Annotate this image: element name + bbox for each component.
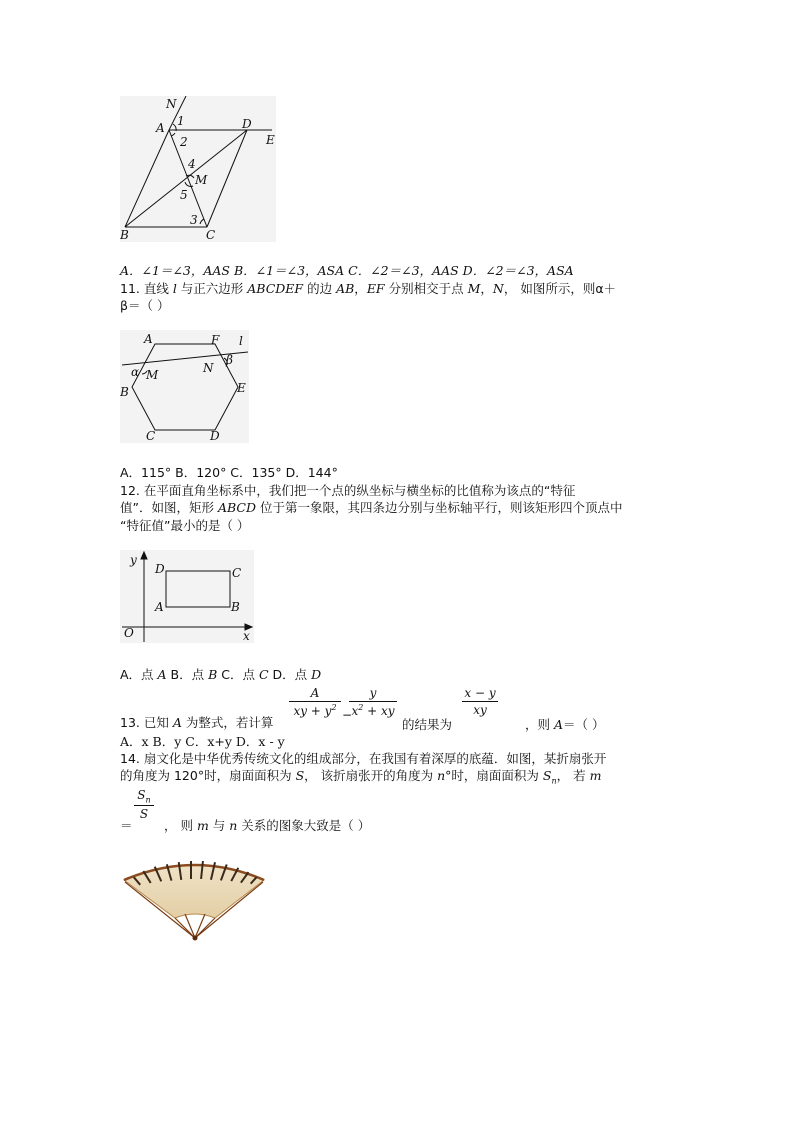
q13-minus: − (342, 708, 353, 722)
q11-line-2: β＝（ ） (120, 298, 170, 313)
q14-frac-num-sub: n (145, 795, 151, 805)
angle-arc-2 (171, 133, 175, 136)
label-m: M (146, 368, 159, 382)
y-axis-arrow (141, 552, 147, 559)
label-a: A (155, 600, 164, 614)
q11-side-ab: AB (336, 281, 355, 296)
q12-line-3: “特征值”最小的是（ ） (120, 518, 250, 533)
q12-option-text: C．点 (217, 667, 259, 682)
q13-var-a: A (172, 715, 182, 730)
q12-line-1: 12. 在平面直角坐标系中，我们把一个点的纵坐标与横坐标的比值称为该点的“特征 (120, 483, 576, 498)
angle-arc-3 (200, 219, 204, 224)
q13-frac1-den-sup: 2 (331, 703, 337, 712)
label-angle-2: 2 (180, 135, 188, 149)
q11-hexagon-name: ABCDEF (247, 281, 304, 296)
q13-frac3-denominator: xy (473, 703, 487, 717)
q13-result-label: 的结果为 (402, 717, 453, 732)
label-angle-3: 3 (190, 213, 198, 227)
q12-option-c: C (258, 667, 269, 682)
segment-cd (207, 130, 247, 227)
q12-option-text: A．点 (120, 667, 158, 682)
label-a: A (156, 121, 165, 135)
label-x: x (243, 629, 250, 643)
parallelogram-diagram (120, 96, 276, 242)
q13-text: ＝（ ） (563, 717, 605, 732)
q10-option-a: A．∠1＝∠3，AAS (120, 263, 230, 278)
q12-option-b: B (208, 667, 218, 682)
q11-text: 的边 (303, 281, 337, 296)
q11-text: ， (480, 281, 493, 296)
label-l: l (239, 334, 243, 348)
q13-text: ，则 (525, 717, 554, 732)
coordinate-diagram (120, 550, 254, 643)
q10-option-b: B．∠1＝∠3，ASA (233, 263, 345, 278)
figure-parallelogram (120, 96, 276, 242)
q14-var-s: S (295, 768, 305, 783)
q14-line-3 (164, 816, 370, 834)
q14-text: ， 则 (164, 818, 197, 833)
q14-var-sn: S (542, 768, 552, 783)
label-e: E (237, 381, 246, 395)
q14-frac-num-text: S (137, 788, 146, 802)
segment-ba (125, 130, 169, 227)
q11-options: A．115° B．120° C．135° D．144° (120, 465, 338, 480)
q13-frac2-denominator (349, 703, 397, 718)
q13-fraction-3 (462, 686, 498, 717)
q13-frac3-numerator: x − y (464, 686, 496, 700)
q13-fraction-1 (289, 686, 341, 718)
q13-frac1-numerator: A (310, 686, 320, 700)
q13-fraction-2 (349, 686, 397, 718)
q14-line-1: 14. 扇文化是中华优秀传统文化的组成部分，在我国有着深厚的底蕴．如图，某折扇张开 (120, 751, 607, 766)
q13-text: 为整式，若计算 (181, 715, 274, 730)
q10-option-c: C．∠2＝∠3，AAS (348, 263, 459, 278)
q14-text: ， 该折扇张开的角度为 (304, 768, 438, 783)
q14-frac-bar (134, 805, 154, 806)
label-n: N (203, 361, 214, 375)
q14-text: 的角度为 120°时，扇面面积为 (120, 768, 296, 783)
q11-point-n: N (492, 281, 504, 296)
label-b: B (120, 385, 129, 399)
q14-var-m2: m (196, 818, 209, 833)
q14-text: 关系的图象大致是（ ） (237, 818, 371, 833)
q13-frac3-bar (462, 701, 498, 702)
label-y: y (130, 553, 137, 567)
q14-frac-denominator: S (139, 807, 149, 822)
q14-text: 与 (208, 818, 230, 833)
label-d: D (210, 429, 220, 443)
label-b: B (120, 228, 129, 242)
label-o: O (124, 626, 134, 640)
q11-point-m: M (467, 281, 481, 296)
q13-line-end (525, 715, 605, 733)
q12-option-a: A (157, 667, 167, 682)
q11-line-1 (120, 281, 616, 297)
q13-frac2-den-text: x (351, 704, 359, 718)
q10-options (120, 263, 574, 279)
label-beta: β (226, 353, 233, 367)
q14-equals: ＝ (120, 818, 133, 833)
label-c: C (232, 566, 242, 580)
label-n: N (166, 97, 177, 111)
q11-text: ， 如图所示，则α＋ (503, 281, 617, 296)
q14-frac-numerator (134, 788, 154, 804)
q14-var-sn-sub: n (551, 776, 557, 786)
q13-frac2-numerator: y (369, 686, 377, 700)
q11-text: ， (354, 281, 367, 296)
label-d: D (242, 117, 252, 131)
q13-line-1 (120, 715, 273, 731)
q12-option-text: D．点 (268, 667, 312, 682)
q14-text: ， 若 (556, 768, 590, 783)
q13-frac2-den-tail: + xy (363, 704, 395, 718)
fan-image (120, 856, 270, 942)
q14-var-n2: n (229, 818, 238, 833)
q13-frac2-den-sup: 2 (358, 703, 364, 712)
q10-option-d: D．∠2＝∠3，ASA (462, 263, 574, 278)
q14-var-n: n (437, 768, 446, 783)
q12-option-d: D (311, 667, 322, 682)
q12-option-text: B．点 (166, 667, 209, 682)
rectangle-abcd (166, 571, 230, 607)
q14-var-m: m (589, 768, 602, 783)
label-b: B (231, 600, 240, 614)
q11-line-l: l (172, 281, 177, 296)
fan-illustration (120, 856, 270, 942)
label-alpha: α (131, 365, 140, 379)
q11-text: 分别相交于点 (384, 281, 468, 296)
q13-frac1-denominator (289, 703, 341, 718)
q13-frac2-bar (349, 701, 397, 702)
label-angle-1: 1 (177, 114, 185, 128)
label-angle-4: 4 (188, 157, 196, 171)
label-m: M (195, 173, 208, 187)
q13-var-a-end: A (553, 717, 564, 732)
hexagon-diagram (120, 330, 249, 443)
q11-text: 11. 直线 (120, 281, 173, 296)
fan-pivot (193, 936, 198, 941)
q13-text: 13. 已知 (120, 715, 173, 730)
q14-line-2 (120, 768, 601, 790)
q12-rectangle-name: ABCD (217, 500, 256, 515)
label-f: F (211, 333, 220, 347)
q12-options (120, 667, 321, 683)
q13-frac1-bar (289, 701, 341, 702)
q14-fraction (134, 788, 154, 821)
angle-arc-5 (185, 182, 193, 186)
q13-frac1-den-text: xy + y (293, 704, 332, 718)
label-c: C (206, 228, 216, 242)
q12-text: 位于第一象限，其四条边分别与坐标轴平行，则该矩形四个顶点中 (255, 500, 623, 515)
q12-line-2 (120, 500, 622, 516)
label-angle-5: 5 (180, 188, 188, 202)
q11-text: 与正六边形 (176, 281, 248, 296)
q12-text: 值”．如图，矩形 (120, 500, 218, 515)
label-a: A (144, 332, 153, 346)
label-c: C (146, 429, 156, 443)
q11-side-ef: EF (366, 281, 385, 296)
figure-hexagon (120, 330, 249, 443)
label-d: D (155, 562, 165, 576)
figure-coordinate-rectangle (120, 550, 254, 643)
q14-text: °时，扇面面积为 (445, 768, 543, 783)
label-e: E (266, 133, 275, 147)
hexagon-abcdef (132, 344, 238, 430)
q13-options: A．x B．y C．x+y D．x - y (120, 734, 285, 749)
